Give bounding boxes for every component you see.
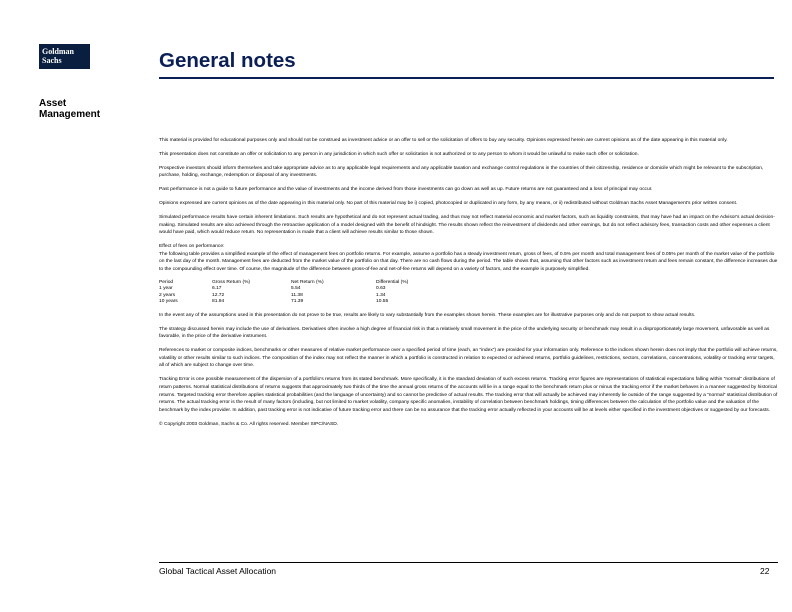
table-cell: 10 years (159, 299, 178, 305)
division-name (39, 98, 100, 120)
footer-divider (159, 562, 778, 563)
column-header: Net Return (%) (291, 279, 324, 285)
paragraph: The strategy discussed herein may include the use of derivatives. Derivatives often involve a high degree of financial risk in that a relatively small movement in the price of the underlying security or benchmark may result in a disproportionately large movement, unfavorable as well as favorable, in the price of the derivative instrument. (159, 326, 770, 340)
paragraph: This presentation does not constitute an offer or solicitation to any person in any jurisdiction in which such offer or solicitation is not authorized or to any person to whom it would be unlawful to make such offer or solicitation. (159, 151, 639, 157)
column-header: Period (159, 279, 174, 285)
table-cell: 6.17 (212, 286, 222, 292)
division-line-2: Management (39, 109, 101, 120)
paragraph: Opinions expressed are current opinions as of the date appearing in this material only. No part of this material may be i) copied, photocopied or duplicated in any form, by any means, or ii) redistributed without Goldman Sachs Asset Management's prior written consent. (159, 201, 738, 207)
table-cell: 1.34 (376, 292, 386, 298)
table-cell: 5.54 (291, 286, 301, 292)
table-cell: 11.38 (291, 292, 303, 298)
paragraph: Tracking Error is one possible measurement of the dispersion of a portfolio's returns from its stated benchmark. More specifically, it is the standard deviation of such excess returns. Tracking error figures are representations of statistical expectations falling within “normal” distributions of return patterns. Normal statistical distributions of returns suggests that approximately two thirds of the time the annual gross returns of the accounts will lie in a range equal to the benchmark return plus or minus the tracking error if the market behaves in a manner suggested by historical returns. Targeted tracking error therefore applies statistical probabilities (and the language of uncertainty) and so cannot be predictive of actual results. The tracking error that will actually be achieved may inherently lie outside of the range suggested by a “normal” statistical distribution of returns. The actual tracking error is the result of many factors (including, but not limited to market volatility, company specific anomalies, instability of correlation between benchmark holdings, timing differences between the calculation of the portfolio value and the valuation of the benchmark by the index provider. In addition, past tracking error is not indicative of future tracking error and there can be no assurance that the tracking error actually reflected in your accounts will be at levels either specified in the investment objectives or suggested by our forecasts. (159, 377, 778, 413)
fees-table (159, 280, 436, 306)
notes-body (159, 137, 778, 434)
paragraph: Simulated performance results have certain inherent limitations. Such results are hypothetical and do not represent actual trading, and thus may not reflect material economic and market factors, such as liquidity constraints, that may have had an impact on the Advisor's actual decision-making. Simulated results are also achieved through the retroactive application of a model designed with the benefit of hindsight. The results shown reflect the reinvestment of dividends and other earnings, but do not reflect advisory fees, transaction costs and other expenses a client would have paid, which would reduce return. No representation is made that a client will achieve results similar to those shown. (159, 215, 775, 236)
table-cell: 10.55 (376, 299, 389, 305)
logo-line-2: Sachs (42, 55, 62, 65)
table-row (159, 286, 436, 293)
page-number: 22 (760, 566, 770, 576)
footer-title: Global Tactical Asset Allocation (159, 566, 277, 576)
copyright: © Copyright 2003 Goldman, Sachs & Co. All rights reserved. Member SIPC/NASD. (159, 421, 339, 427)
fees-section (159, 243, 778, 306)
table-cell: 1 year (159, 286, 173, 292)
column-header: Gross Return (%) (212, 279, 251, 285)
fees-heading: Effect of fees on performance: (159, 244, 225, 250)
table-cell: 12.72 (212, 292, 225, 298)
table-cell: 81.94 (212, 299, 225, 305)
fees-text: The following table provides a simplified example of the effect of management fees on portfolio returns. For example, assume a portfolio has a steady investment return, gross of fees, of 0.5% per month and total management fees of 0.05% per month of the market value of the portfolio on the last day of the month. Management fees are deducted from the market value of the portfolio on that day. There are no cash flows during the period. The table shows that, assuming that other factors such as investment return and fees remain constant, the difference increases due to the compounding effect over time. Of course, the magnitude of the difference between gross-of-fee and net-of-fee returns will depend on a variety of factors, and the example is purposely simplified. (159, 251, 778, 272)
page-title: General notes (159, 49, 296, 72)
paragraph: This material is provided for educational purposes only and should not be construed as investment advice or an offer to sell or the solicitation of offers to buy any security. Opinions expressed herein are current opinions as of the date appearing in this material only. (159, 138, 728, 143)
division-line-1: Asset (39, 98, 67, 109)
title-divider (159, 77, 774, 79)
table-cell: 71.39 (291, 299, 304, 305)
paragraph: References to market or composite indices, benchmarks or other measures of relative market performance over a specified period of time (each, an “index”) are provided for your information only. Reference to the indices shown herein does not imply that the portfolio will achieve returns, volatility or other results similar to such indices. The composition of the index may not reflect the manner in which a portfolio is constructed in relation to expected or achieved returns, portfolio guidelines, restrictions, sectors, correlations, concentrations, volatility or tracking error targets, all of which are subject to change over time. (159, 348, 778, 369)
paragraph: Past performance is not a guide to future performance and the value of investments and the income derived from those investments can go down as well as up. Future returns are not guaranteed and a loss of principal may occur. (159, 187, 653, 193)
paragraph: In the event any of the assumptions used in this presentation do not prove to be true, results are likely to vary substantially from the examples shown herein. These examples are for illustrative purposes only and do not purport to show actual results. (159, 312, 696, 318)
paragraph: Prospective investors should inform themselves and take appropriate advice as to any applicable legal requirements and any applicable taxation and exchange control regulations in the countries of their citizenship, residence or domicile which might be relevant to the subscription, purchase, holding, exchange, redemption or disposal of any investments. (159, 165, 764, 179)
logo-line-1: Goldman (42, 47, 75, 56)
goldman-sachs-logo (39, 44, 90, 69)
table-cell: 0.63 (376, 286, 386, 292)
column-header: Differential (%) (376, 279, 409, 285)
table-cell: 2 years (159, 292, 176, 298)
table-row (159, 299, 436, 306)
